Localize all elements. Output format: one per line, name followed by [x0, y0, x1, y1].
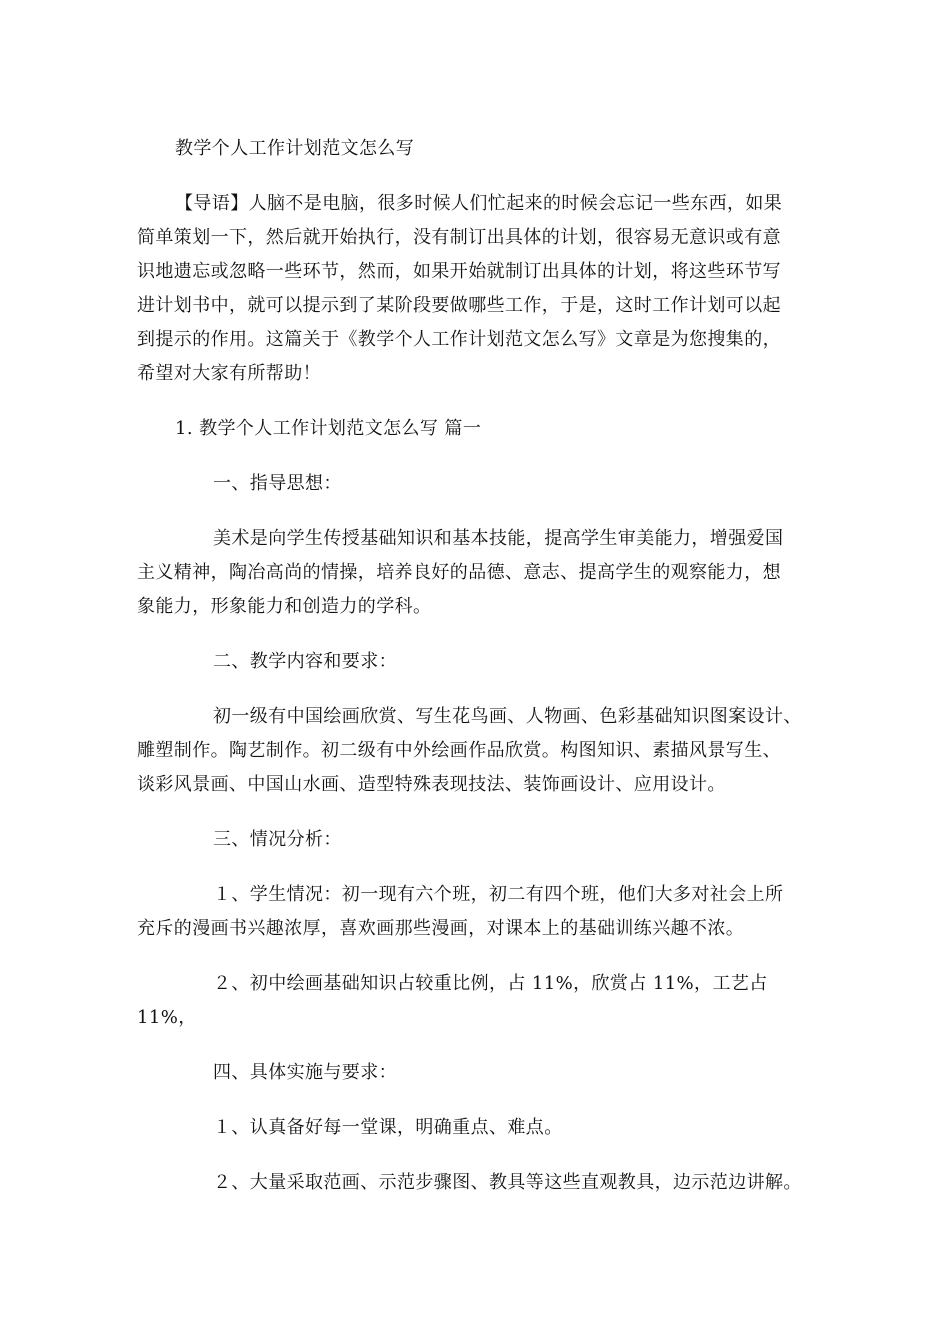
intro-line-4: 进计划书中，就可以提示到了某阶段要做哪些工作，于是，这时工作计划可以起 [137, 295, 781, 316]
section-heading: 1. 教学个人工作计划范文怎么写 篇一 [175, 418, 482, 439]
heading-situation-analysis: 三、情况分析： [213, 829, 342, 850]
analysis-2-line-1: ２、初中绘画基础知识占较重比例，占 11%，欣赏占 11%，工艺占 [213, 973, 768, 994]
intro-line-6: 希望对大家有所帮助！ [137, 363, 321, 384]
implementation-item-2: ２、大量采取范画、示范步骤图、教具等这些直观教具，边示范边讲解。 [213, 1172, 802, 1193]
intro-line-5: 到提示的作用。这篇关于《教学个人工作计划范文怎么写》文章是为您搜集的， [137, 329, 781, 350]
content-line-3: 谈彩风景画、中国山水画、造型特殊表现技法、装饰画设计、应用设计。 [137, 774, 726, 795]
intro-line-1: 【导语】人脑不是电脑，很多时候人们忙起来的时候会忘记一些东西，如果 [175, 193, 783, 214]
guiding-line-1: 美术是向学生传授基础知识和基本技能，提高学生审美能力，增强爱国 [213, 528, 784, 549]
heading-teaching-content: 二、教学内容和要求： [213, 651, 397, 672]
content-line-1: 初一级有中国绘画欣赏、写生花鸟画、人物画、色彩基础知识图案设计、 [213, 706, 802, 727]
page-title: 教学个人工作计划范文怎么写 [175, 138, 415, 159]
intro-line-3: 识地遗忘或忽略一些环节，然而，如果开始就制订出具体的计划，将这些环节写 [137, 261, 781, 282]
guiding-line-3: 象能力，形象能力和创造力的学科。 [137, 596, 432, 617]
implementation-item-1: １、认真备好每一堂课，明确重点、难点。 [213, 1117, 563, 1138]
analysis-2-line-2: 11%， [137, 1007, 197, 1028]
analysis-1-line-1: １、学生情况：初一现有六个班，初二有四个班，他们大多对社会上所 [213, 884, 784, 905]
analysis-1-line-2: 充斥的漫画书兴趣浓厚，喜欢画那些漫画，对课本上的基础训练兴趣不浓。 [137, 918, 745, 939]
heading-guiding-thought: 一、指导思想： [213, 473, 342, 494]
intro-line-2: 简单策划一下，然后就开始执行，没有制订出具体的计划，很容易无意识或有意 [137, 227, 781, 248]
guiding-line-2: 主义精神，陶冶高尚的情操，培养良好的品德、意志、提高学生的观察能力，想 [137, 562, 781, 583]
heading-implementation: 四、具体实施与要求： [213, 1062, 397, 1083]
content-line-2: 雕塑制作。陶艺制作。初二级有中外绘画作品欣赏。构图知识、素描风景写生、 [137, 740, 781, 761]
